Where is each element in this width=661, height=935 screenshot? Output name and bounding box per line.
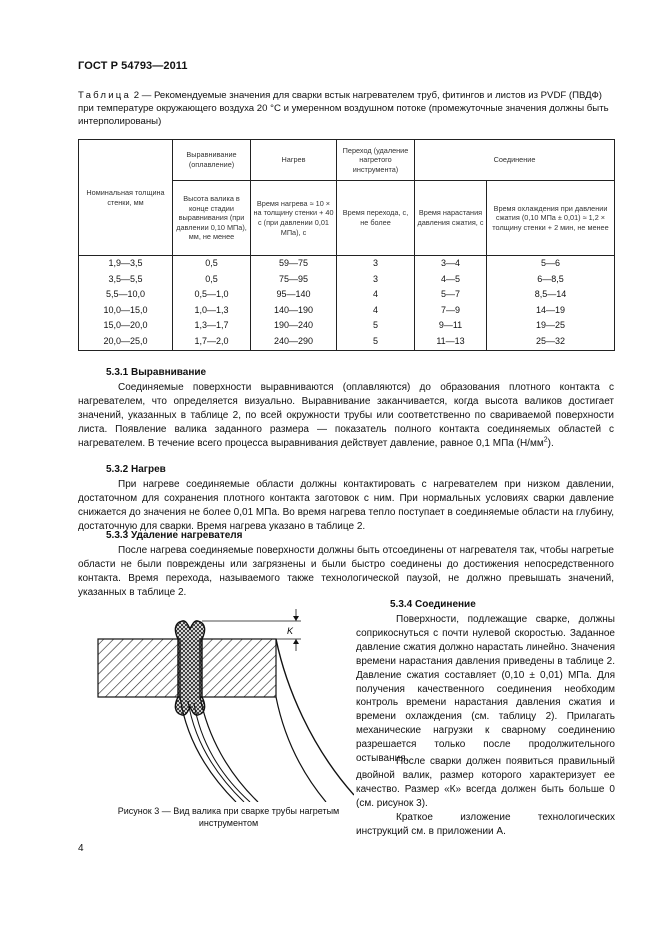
table-caption-text: — Рекомендуемые значения для сварки встык нагревателем труб, фитингов и листов из PVDF (ПВДФ) при температуре окружающего воздуха 20 °С и умеренном воздушном потоке (промежуточные значения должны быть интерполированы) bbox=[78, 90, 609, 127]
section-532-title: 5.3.2 Нагрев bbox=[106, 464, 166, 475]
cell: 3 bbox=[337, 272, 415, 288]
table-caption-number: 2 bbox=[133, 90, 140, 101]
document-header: ГОСТ Р 54793—2011 bbox=[78, 60, 188, 72]
cell: 5—6 bbox=[487, 256, 615, 272]
cell: 59—75 bbox=[251, 256, 337, 272]
cell: 9—11 bbox=[415, 318, 487, 334]
cell: 0,5 bbox=[173, 272, 251, 288]
cell: 3,5—5,5 bbox=[79, 272, 173, 288]
cell: 5—7 bbox=[415, 287, 487, 303]
cell: 6—8,5 bbox=[487, 272, 615, 288]
cell: 3 bbox=[337, 256, 415, 272]
cell: 1,7—2,0 bbox=[173, 334, 251, 350]
th-align: Выравнивание (оплавление) bbox=[173, 140, 251, 181]
th-rise-time: Время нарастания давления сжатия, с bbox=[415, 181, 487, 256]
right-pipe-wall bbox=[200, 639, 276, 697]
dimension-arrowhead bbox=[293, 616, 299, 621]
section-531-body: Соединяемые поверхности выравниваются (оплавляются) до образования плотного контакта с нагревателем, что определяется визуально. Выравнивание заканчивается, когда высота валиков достигает значений, указанных в таблице 2, по всей окружности трубы или соответственно по свариваемой поверхности листа. Появление валика заданного размера — показатель полного контакта соединяемых областей с нагревателем. В течение всего процесса выравнивания действует давление, равное 0,1 МПа (Н/мм bbox=[78, 382, 614, 449]
section-531-tail: ). bbox=[547, 437, 554, 449]
cell: 19—25 bbox=[487, 318, 615, 334]
section-534-title: 5.3.4 Соединение bbox=[390, 599, 476, 610]
table-row bbox=[79, 318, 615, 334]
cell: 190—240 bbox=[251, 318, 337, 334]
cell: 15,0—20,0 bbox=[79, 318, 173, 334]
cell: 140—190 bbox=[251, 303, 337, 319]
parameters-table bbox=[78, 139, 615, 351]
section-532-text: При нагреве соединяемые области должны контактировать с нагревателем при низком давлении, достаточном для сохранения плотного контакта заготовок с ним. При нормальных условиях сварки давление снижается до значения не более 0,01 МПа. Во время нагрева тепло поступает в соединяемые области на глубину, достаточную для сварки. Время нагрева указано в таблице 2. bbox=[78, 479, 614, 532]
cell: 5 bbox=[337, 318, 415, 334]
cell: 1,0—1,3 bbox=[173, 303, 251, 319]
table-row bbox=[79, 272, 615, 288]
th-heat-time: Время нагрева ≈ 10 × на толщину стенки + 40 с (при давлении 0,01 МПа), с bbox=[251, 181, 337, 256]
cell: 1,9—3,5 bbox=[79, 256, 173, 272]
table-caption-label: Таблица bbox=[78, 90, 132, 101]
pipe-curve-line bbox=[180, 697, 236, 802]
table-row bbox=[79, 303, 615, 319]
cell: 95—140 bbox=[251, 287, 337, 303]
th-heat: Нагрев bbox=[251, 140, 337, 181]
th-joint: Соединение bbox=[415, 140, 615, 181]
section-531-title: 5.3.1 Выравнивание bbox=[106, 367, 207, 378]
section-533-title: 5.3.3 Удаление нагревателя bbox=[106, 530, 243, 541]
pipe-outer-curve bbox=[276, 639, 354, 795]
cell: 25—32 bbox=[487, 334, 615, 350]
cell: 240—290 bbox=[251, 334, 337, 350]
figure-3-caption: Рисунок 3 — Вид валика при сварке трубы нагретым инструментом bbox=[117, 806, 340, 828]
cell: 4 bbox=[337, 287, 415, 303]
cell: 7—9 bbox=[415, 303, 487, 319]
dimension-k-label: K bbox=[287, 626, 294, 636]
cell: 8,5—14 bbox=[487, 287, 615, 303]
cell: 75—95 bbox=[251, 272, 337, 288]
th-cool-time: Время охлаждения при давлении сжатия (0,10 МПа ± 0,01) ≈ 1,2 × толщину стенки + 2 мин, не менее bbox=[487, 181, 615, 256]
cell: 4 bbox=[337, 303, 415, 319]
cell: 3—4 bbox=[415, 256, 487, 272]
th-thickness: Номинальная толщина стенки, мм bbox=[79, 140, 173, 256]
cell: 0,5—1,0 bbox=[173, 287, 251, 303]
th-transition-time: Время перехода, с, не более bbox=[337, 181, 415, 256]
th-bead-height: Высота валика в конце стадии выравнивания (при давлении 0,10 МПа), мм, не менее bbox=[173, 181, 251, 256]
th-transition: Переход (удаление нагретого инструмента) bbox=[337, 140, 415, 181]
cell: 4—5 bbox=[415, 272, 487, 288]
cell: 1,3—1,7 bbox=[173, 318, 251, 334]
section-534-p2: После сварки должен появиться правильный двойной валик, размер которого характеризует ее качество. Размер «К» всегда должен быть больше 0 (см. рисунок 3). bbox=[356, 756, 615, 809]
cell: 5 bbox=[337, 334, 415, 350]
table-caption bbox=[78, 89, 618, 128]
section-531-text bbox=[78, 381, 614, 451]
section-534-p1: Поверхности, подлежащие сварке, должны соприкоснуться с почти нулевой скоростью. Заданное давление сжатия должно нарастать линейно. Значения времени нарастания давления приведены в таблице 2. Давление сжатия составляет (0,10 ± 0,01) МПа. Для получения качественного соединения необходим контроль времени нарастания давления сжатия и времени охлаждения (см. таблицу 2). Прилагать механические нагрузки к сварному соединению разрешается только после продолжительного остывания. bbox=[356, 614, 615, 765]
cell: 0,5 bbox=[173, 256, 251, 272]
section-534-p3: Краткое изложение технологических инструкций см. в приложении А. bbox=[356, 812, 615, 837]
cell: 10,0—15,0 bbox=[79, 303, 173, 319]
section-533-text: После нагрева соединяемые поверхности должны быть отсоединены от нагревателя так, чтобы нагретые области не были повреждены или загрязнены и были быстро соединены до достижения непосредственного контакта. Время перехода, называемого также технологической паузой, не должно превышать значений, указанных в таблице 2. bbox=[78, 545, 614, 598]
table-row bbox=[79, 334, 615, 350]
page-number: 4 bbox=[78, 843, 84, 854]
table-row bbox=[79, 256, 615, 272]
table-row bbox=[79, 287, 615, 303]
figure-3-bead-drawing bbox=[86, 597, 354, 802]
cell: 11—13 bbox=[415, 334, 487, 350]
superscript: 2 bbox=[543, 436, 548, 444]
cell: 5,5—10,0 bbox=[79, 287, 173, 303]
dimension-arrowhead bbox=[293, 639, 299, 644]
cell: 14—19 bbox=[487, 303, 615, 319]
cell: 20,0—25,0 bbox=[79, 334, 173, 350]
left-pipe-wall bbox=[98, 639, 180, 697]
